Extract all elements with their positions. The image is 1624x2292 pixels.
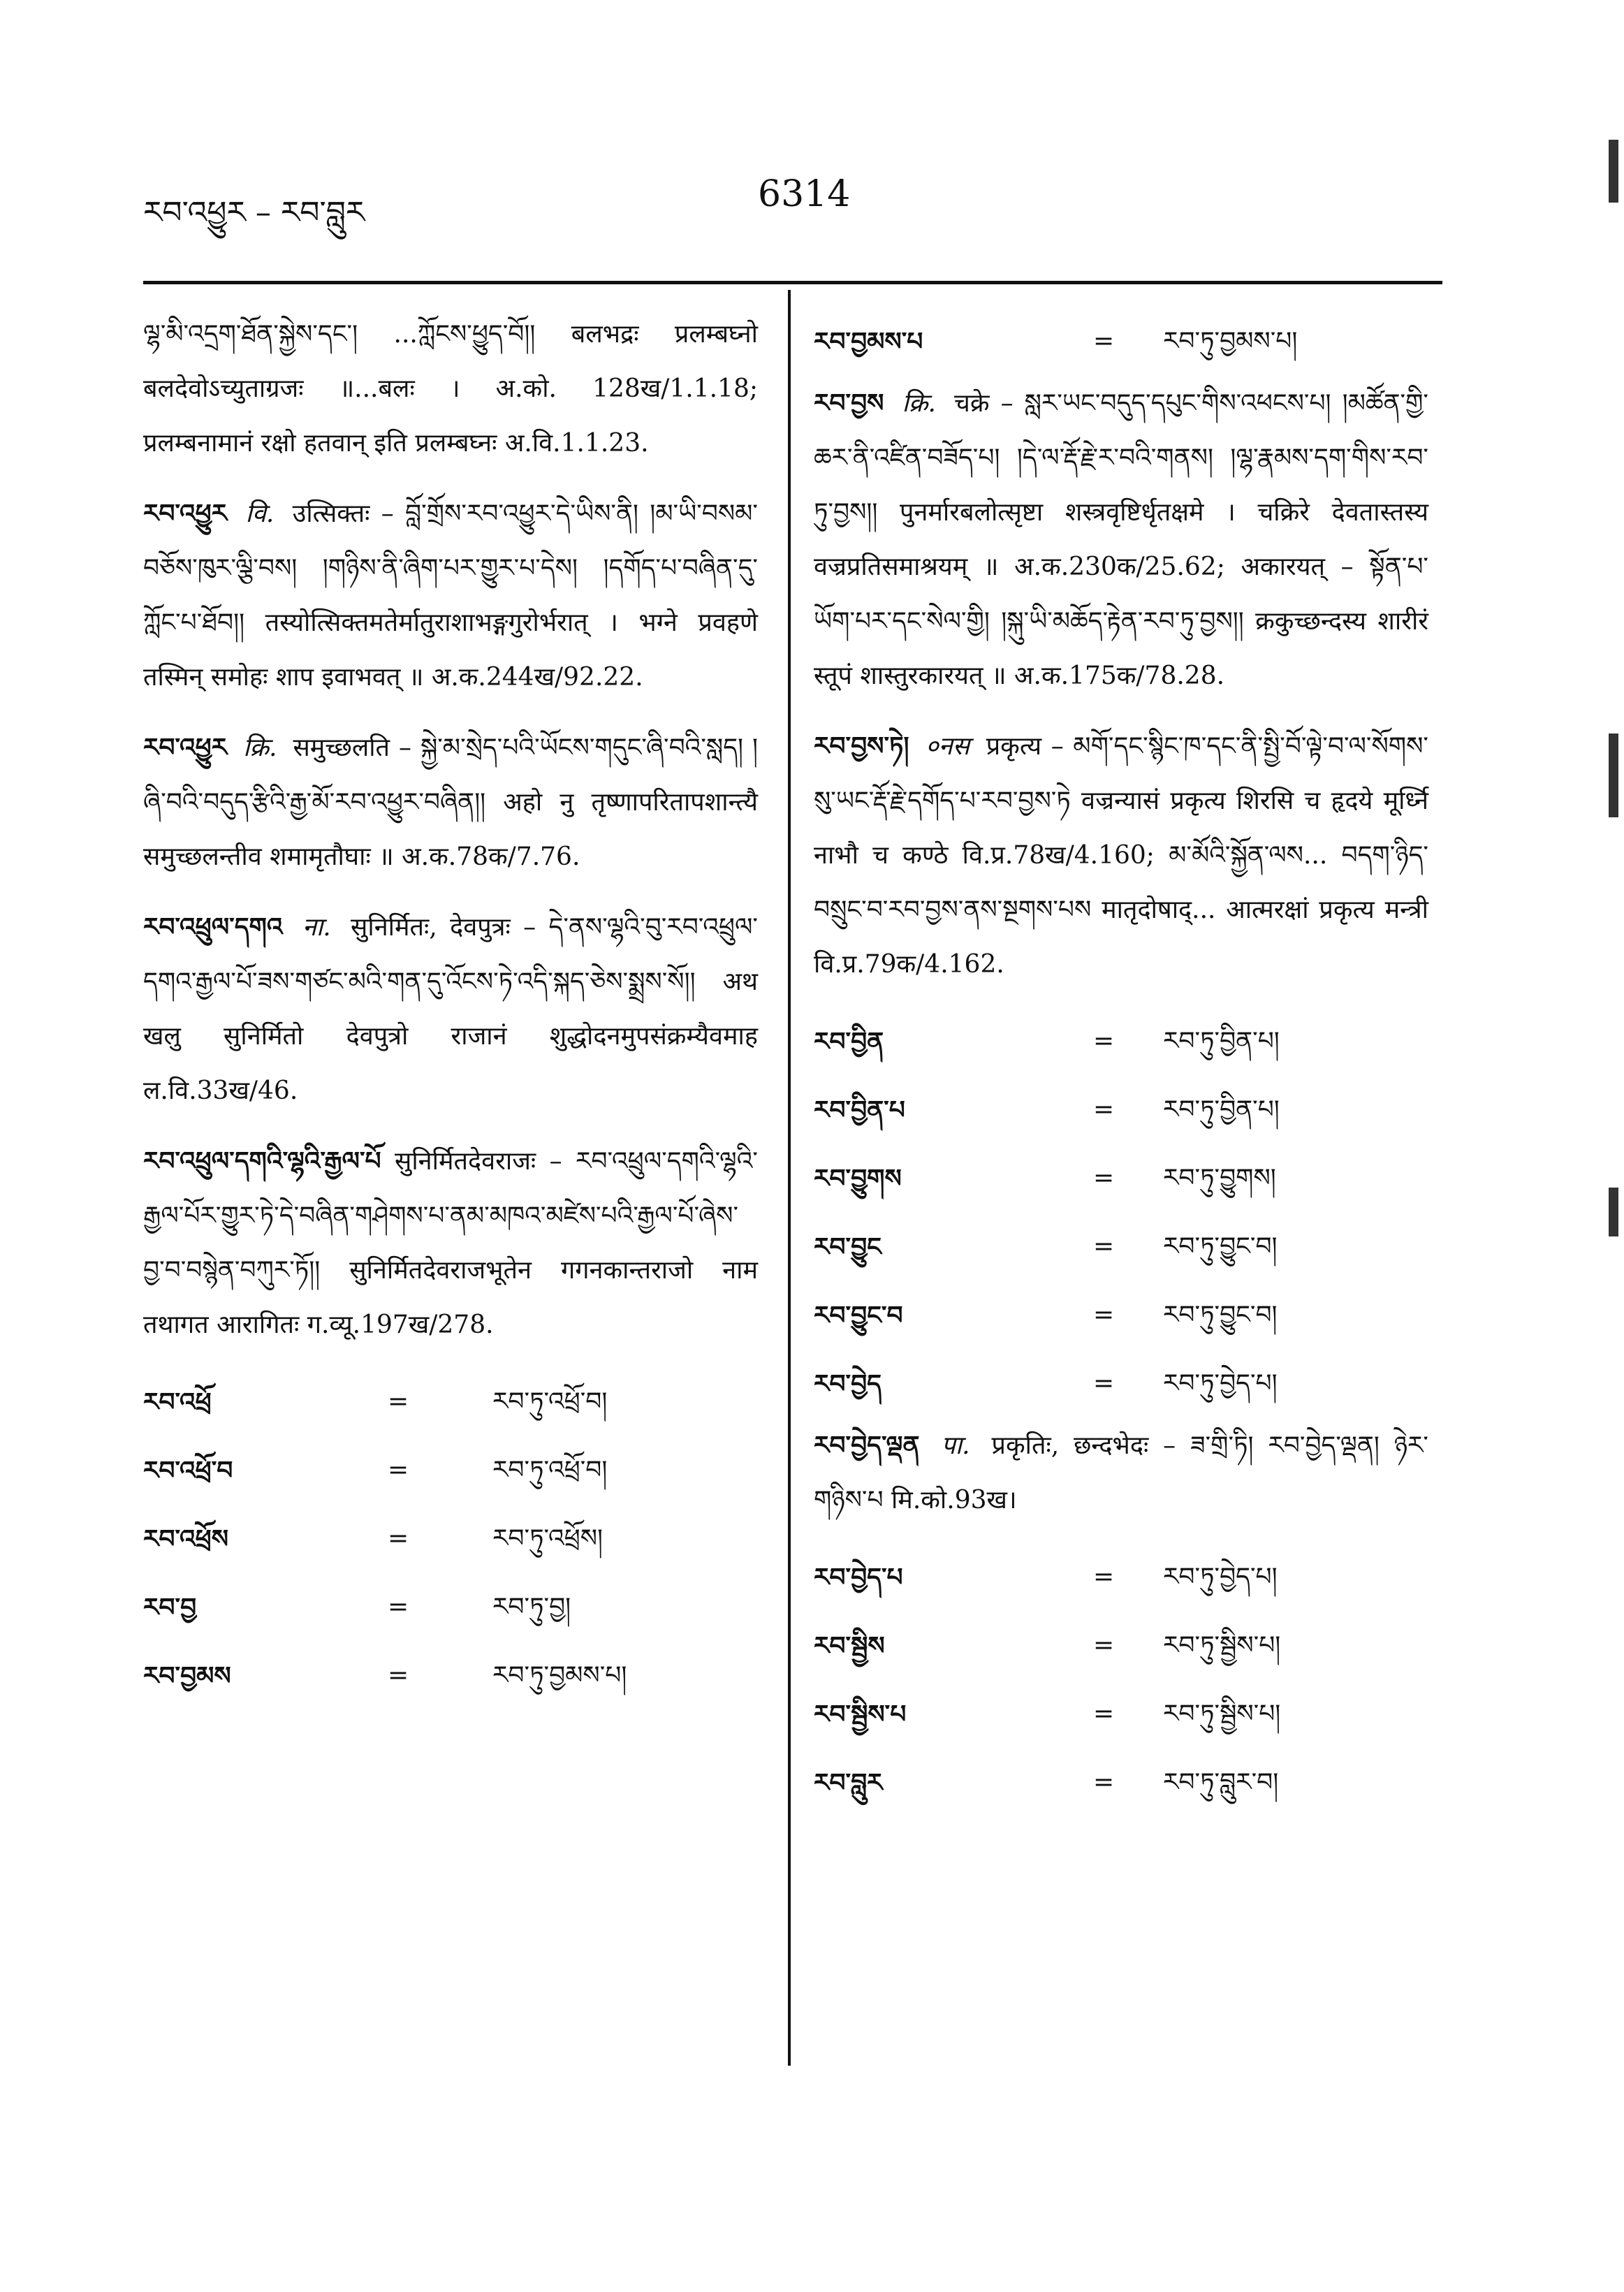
equals-sign: = [1093, 1232, 1115, 1261]
xref-headword: རབ་འཕྲོས [143, 1524, 229, 1554]
xref-target: རབ་ཏུ་བྱ། [492, 1593, 571, 1621]
grammar-label: क्रि. [243, 733, 277, 762]
right-column [814, 307, 1428, 1817]
cross-reference [814, 307, 1428, 376]
equals-sign: = [1093, 1027, 1115, 1056]
xref-target: རབ་ཏུ་བྱུང་བ། [1163, 1301, 1278, 1329]
running-head: རབ་འཕྱུར – རབ་བླུར [143, 195, 365, 231]
xref-headword: རབ་བྱ [143, 1593, 197, 1622]
cross-reference [814, 1007, 1428, 1076]
xref-headword: རབ་བྱམས་པ [814, 327, 923, 356]
equals-sign: = [388, 1456, 409, 1484]
xref-headword: རབ་བྱིན [814, 1027, 884, 1056]
equals-sign: = [1093, 1369, 1115, 1398]
left-column [143, 307, 758, 1710]
equals-sign: = [1093, 1563, 1115, 1591]
entry-text: उत्सिक्तः – བློ་གྲོས་རབ་འཕྱུར་དེ་ཡིས་ནི། །མ་ཡི་བསམ་བཅོས་ཁུར་ལྕི་བས། །གཉིས་ནི་ཞིག་པར་གྱུར་པ་དེས། །དགོད་པ་བཞིན་དུ་ཀློང་པ་ཐོབ།། तस्योत्सिक्तमतेर्मातुराशाभङ्गगुरोर्भरात् । भग्ने प्रवहणे तस्मिन् समोहः शाप इवाभवत् ॥ अ.क.244ख/92.22. [143, 499, 758, 692]
xref-headword: རབ་བྱུགས [814, 1164, 902, 1193]
entry-headword: རབ་འཕྲུལ་དགའ [143, 912, 283, 942]
column-divider [788, 290, 791, 2066]
scan-edge-mark [1609, 140, 1618, 203]
xref-target: རབ་ཏུ་བྱུང་བ། [1163, 1232, 1278, 1261]
entry-text: ལྷ་མི་འདྲག་ཐོན་སྐྱེས་དང་། ...ཀློངས་ཕྱུད་བོ།། बलभद्रः प्रलम्बघ्नो बलदेवोऽच्युताग्रजः ॥...बलः । अ.को. 128ख/1.1.18; प्रलम्बनामानं रक्षो हतवान् इति प्रलम्बघ्नः अ.वि.1.1.23. [143, 320, 758, 458]
equals-sign: = [1093, 1164, 1115, 1192]
entry-text: प्रकृतिः, छन्दभेदः – ཟ་གྲི་ཏི། རབ་བྱེད་ལྡན། ཉེར་གཉིས་པ मि.को.93ख। [814, 1431, 1428, 1514]
equals-sign: = [388, 1387, 409, 1416]
xref-target: རབ་ཏུ་འཕྲོ་བ། [492, 1456, 608, 1484]
grammar-label: ना. [302, 913, 331, 942]
cross-reference [814, 1350, 1428, 1418]
dictionary-entry [143, 1134, 758, 1352]
grammar-label: ०नस [926, 732, 970, 761]
xref-headword: རབ་སྦྱིས [814, 1631, 885, 1660]
xref-target: རབ་ཏུ་འཕྲོ་བ། [492, 1387, 608, 1416]
scan-edge-mark [1609, 1188, 1618, 1236]
cross-reference [814, 1213, 1428, 1281]
entry-headword: རབ་འཕྲུལ་དགའི་ལྷའི་རྒྱལ་པོ [143, 1146, 381, 1176]
cross-reference [143, 1505, 758, 1573]
xref-headword: རབ་འཕྲོ [143, 1387, 212, 1417]
entry-text: प्रकृत्य – མགོ་དང་སྙིང་ཁ་དང་ནི་སྤྱི་བོ་ལྟེ་བ་ལ་སོགས་སུ་ཡང་རྡོ་རྗེ་དགོད་པ་རབ་བྱས་ཏེ वज्रन्यासं प्रकृत्य शिरसि च हृदये मूर्ध्नि नाभौ च कण्ठे वि.प्र.78ख/4.160; མ་མོའི་སྐྱོན་ལས... བདག་ཉིད་བསྲུང་བ་རབ་བྱས་ནས་སྔགས་པས मातृदोषाद्... आत्मरक्षां प्रकृत्य मन्त्री वि.प्र.79क/4.162. [814, 732, 1428, 979]
equals-sign: = [388, 1593, 409, 1621]
cross-reference [814, 1680, 1428, 1749]
header-divider [143, 281, 1442, 284]
equals-sign: = [1093, 327, 1115, 356]
xref-target: རབ་ཏུ་བྱེད་པ། [1163, 1369, 1278, 1398]
equals-sign: = [1093, 1301, 1115, 1329]
entry-headword: རབ་འཕྱུར [143, 499, 228, 528]
xref-target: རབ་ཏུ་བྱེད་པ། [1163, 1563, 1278, 1591]
cross-reference [143, 1573, 758, 1642]
xref-target: རབ་ཏུ་བྱམས་པ། [492, 1661, 627, 1690]
entry-headword: རབ་འཕྱུར [143, 733, 228, 762]
entry-text: सुनिर्मितः, देवपुत्रः – དེ་ནས་ལྷའི་བུ་རབ་འཕྲུལ་དགའ་རྒྱལ་པོ་ཟས་གཙང་མའི་གན་དུ་འོངས་ཏེ་འདི་སྐད་ཅེས་སྨྲས་སོ།། अथ खलु सुनिर्मितो देवपुत्रो राजानं शुद्धोदनमुपसंक्रम्यैवमाह ल.वि.33ख/46. [143, 913, 758, 1105]
xref-target: རབ་ཏུ་བྱམས་པ། [1163, 327, 1298, 356]
equals-sign: = [1093, 1631, 1115, 1660]
dictionary-entry [143, 486, 758, 705]
dictionary-entry [814, 1418, 1428, 1528]
xref-headword: རབ་བྱེད [814, 1369, 882, 1399]
entry-text: समुच्छलति – སྐྱེ་མ་སྲེད་པའི་ཡོངས་གདུང་ཞི་བའི་སླད། །ཞི་བའི་བདུད་རྩིའི་རྒྱ་མོ་རབ་འཕྱུར་བཞིན།། अहो नु तृष्णापरितापशान्त्यै समुच्छलन्तीव शमामृतौघाः ॥ अ.क.78क/7.76. [143, 733, 758, 871]
entry-headword: རབ་བྱས [814, 388, 884, 418]
cross-reference [814, 1281, 1428, 1350]
grammar-label: पा. [941, 1431, 970, 1460]
cross-reference [814, 1543, 1428, 1612]
equals-sign: = [1093, 1768, 1115, 1797]
xref-target: རབ་ཏུ་བྱུགས། [1163, 1164, 1276, 1192]
cross-reference [143, 1642, 758, 1710]
grammar-label: क्रि. [902, 389, 936, 418]
page-number: 6314 [758, 173, 851, 215]
xref-headword: རབ་བྱུང [814, 1232, 882, 1262]
xref-headword: རབ་བྱམས [143, 1661, 231, 1691]
entry-headword: རབ་བྱས་ཏེ། [814, 731, 909, 761]
dictionary-entry [814, 719, 1428, 992]
xref-headword: རབ་བྱུང་བ [814, 1301, 903, 1330]
grammar-label: वि. [245, 499, 275, 528]
xref-target: རབ་ཏུ་བྱིན་པ། [1163, 1027, 1280, 1056]
scan-edge-mark [1609, 733, 1618, 817]
entry-headword: རབ་བྱེད་ལྡན [814, 1431, 920, 1460]
xref-headword: རབ་བླུར [814, 1768, 883, 1797]
xref-headword: རབ་འཕྲོ་བ [143, 1456, 233, 1485]
xref-target: རབ་ཏུ་སྦྱིས་པ། [1163, 1631, 1281, 1660]
xref-headword: རབ་བྱེད་པ [814, 1563, 903, 1592]
equals-sign: = [388, 1661, 409, 1690]
cross-reference [814, 1144, 1428, 1213]
xref-target: རབ་ཏུ་བླུར་བ། [1163, 1768, 1279, 1797]
dictionary-entry [143, 720, 758, 884]
xref-target: རབ་ཏུ་བྱིན་པ། [1163, 1095, 1280, 1124]
equals-sign: = [1093, 1095, 1115, 1124]
cross-reference [814, 1749, 1428, 1817]
dictionary-entry [143, 900, 758, 1118]
xref-target: རབ་ཏུ་འཕྲོས། [492, 1524, 603, 1553]
equals-sign: = [388, 1524, 409, 1553]
xref-target: རབ་ཏུ་སྦྱིས་པ། [1163, 1700, 1281, 1728]
dictionary-entry [814, 376, 1428, 703]
cross-reference [143, 1436, 758, 1505]
cross-reference [814, 1076, 1428, 1144]
xref-headword: རབ་སྦྱིས་པ [814, 1700, 907, 1729]
equals-sign: = [1093, 1700, 1115, 1728]
cross-reference [814, 1612, 1428, 1680]
xref-headword: རབ་བྱིན་པ [814, 1095, 905, 1125]
entry-text: चक्रे – སླར་ཡང་བདུད་དཔུང་གིས་འཕངས་པ། །མཚོན་གྱི་ཆར་ནི་འཛིན་བཟོད་པ། །དེ་ལ་རྡོ་རྗེ་ར་བའི་གནས། །ལྷ་རྣམས་དག་གིས་རབ་ཏུ་བྱས།། पुनर्मारबलोत्सृष्टा शस्त्रवृष्टिर्धृतक्षमे । चक्रिरे देवतास्तस्य वज्रप्रतिसमाश्रयम् ॥ अ.क.230क/25.62; अकारयत् – སྟོན་པ་ཡོག་པར་དང་སེལ་གྱི། །སྐུ་ཡི་མཆོད་རྟེན་རབ་ཏུ་བྱས།། क्रकुच्छन्दस्य शारीरं स्तूपं शास्तुरकारयत् ॥ अ.क.175क/78.28. [814, 389, 1428, 690]
cross-reference [143, 1368, 758, 1436]
dictionary-entry [143, 307, 758, 471]
entry-text: सुनिर्मितदेवराजः – རབ་འཕྲུལ་དགའི་ལྷའི་རྒྱལ་པོར་གྱུར་ཏེ་དེ་བཞིན་གཤེགས་པ་ནམ་མཁའ་མཛེས་པའི་རྒྱལ་པོ་ཞེས་བྱ་བ་བསྙེན་བཀུར་ཏོ།། सुनिर्मितदेवराजभूतेन गगनकान्तराजो नाम तथागत आरागितः ग.व्यू.197ख/278. [143, 1147, 758, 1339]
